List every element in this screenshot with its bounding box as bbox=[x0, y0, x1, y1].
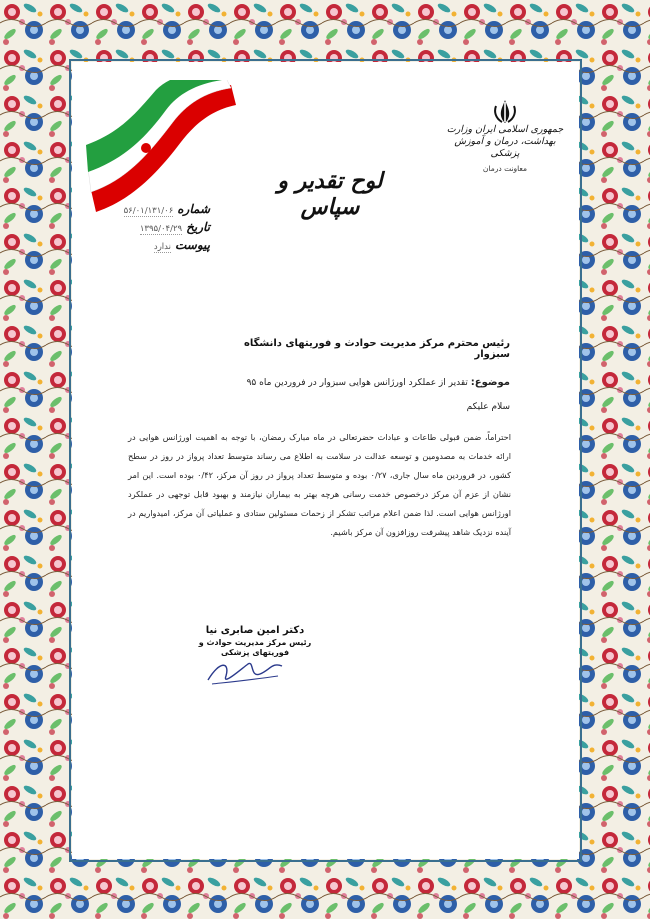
meta-date-row bbox=[110, 220, 210, 238]
iran-emblem-icon bbox=[490, 98, 520, 124]
subject-text: تقدیر از عملکرد اورژانس هوایی سبزوار در فروردین ماه ۹۵ bbox=[246, 378, 468, 388]
letter-meta bbox=[110, 202, 210, 256]
meta-attach-value: ندارد bbox=[153, 242, 171, 252]
meta-attach-row bbox=[110, 238, 210, 256]
ministry-name: جمهوری اسلامی ایران وزارت بهداشت، درمان و آموزش پزشکی bbox=[446, 124, 564, 159]
deputy-name: معاونت درمان bbox=[482, 164, 528, 173]
meta-number-value: ۵۶/۰۱/۱۳۱/۰۶ bbox=[123, 206, 174, 216]
letter-recipient: رئیس محترم مرکز مدیریت حوادث و فوریتهای دانشگاه سبزوار bbox=[243, 338, 510, 360]
meta-number-row bbox=[110, 202, 210, 220]
signer-name: دکتر امین صابری نیا bbox=[205, 625, 305, 636]
handwritten-signature bbox=[200, 650, 290, 690]
signer-title: رئیس مرکز مدیریت حوادث و فوریتهای پزشکی bbox=[198, 638, 312, 657]
letter-body-paragraph: احتراماً، ضمن قبولی طاعات و عبادات حضرتعالی در ماه مبارک رمضان، با توجه به اهمیت اورژانس هوایی در ارائه خدمات به مصدومین و توسعه عدالت در سلامت به اطلاع می رساند متوسط تعداد پرواز در روز در سطح کشور، در فروردین ماه سال جاری، ۰/۲۷ بوده و متوسط تعداد پرواز در روز آن مرکز، ۰/۴۲ بوده است. این امر نشان از عزم آن مرکز درخصوص خدمت رسانی هرچه بهتر به بیماران نیازمند و بهبود قابل توجهی در عملکرد اورژانس هوایی است. لذا ضمن اعلام مراتب تشکر از زحمات مسئولین ستادی و عملیاتی آن مرکز، امیدواریم در آینده نزدیک شاهد پیشرفت روزافزون آن مرکز باشیم. bbox=[128, 432, 512, 537]
subject-label: موضوع: bbox=[470, 377, 510, 388]
meta-number-label: شماره bbox=[177, 202, 210, 216]
iran-flag-ribbon bbox=[86, 80, 236, 215]
meta-date-value: ۱۳۹۵/۰۴/۲۹ bbox=[139, 224, 183, 234]
letter-body bbox=[128, 428, 511, 542]
page-title: لوح تقدیر و سپاس bbox=[277, 168, 383, 220]
meta-attach-label: پیوست bbox=[175, 238, 210, 252]
letter-subject bbox=[200, 377, 510, 388]
ministry-header bbox=[440, 98, 570, 173]
meta-date-label: تاریخ bbox=[186, 220, 210, 234]
letter-greeting: سلام علیکم bbox=[466, 402, 510, 412]
